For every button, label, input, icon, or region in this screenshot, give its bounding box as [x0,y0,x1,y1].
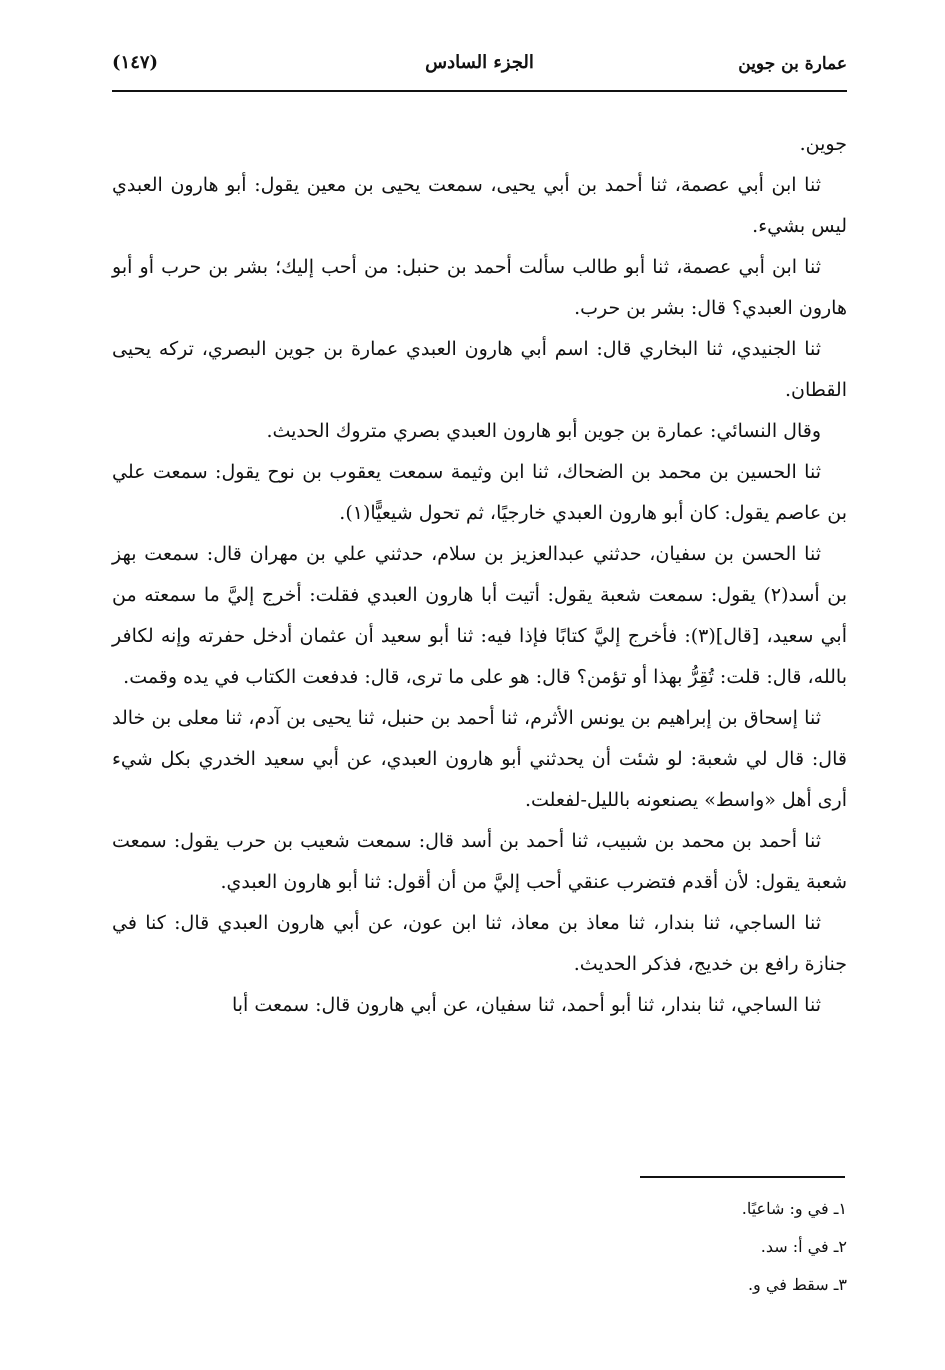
paragraph: ثنا الساجي، ثنا بندار، ثنا معاذ بن معاذ، ثنا ابن عون، عن أبي هارون العبدي قال: كنا في جنازة رافع بن خديج، فذكر الحديث. [112,912,847,975]
volume-label: الجزء السادس [425,52,534,73]
page-number: (١٤٧) [112,52,159,73]
header-rule [112,90,847,92]
paragraph: وقال النسائي: عمارة بن جوين أبو هارون العبدي بصري متروك الحديث. [266,420,821,442]
paragraph: ثنا إسحاق بن إبراهيم بن يونس الأثرم، ثنا أحمد بن حنبل، ثنا يحيى بن آدم، ثنا معلى بن خالد قال: قال لي شعبة: لو شئت أن يحدثني أبو هارون العبدي، عن أبي سعيد الخدري بكل شيء أرى أهل «واسط» يصنعونه بالليل-لفعلت. [112,707,847,811]
page-header [112,46,847,92]
paragraph: جوين. [799,133,847,155]
main-text [112,124,847,1026]
paragraph: ثنا ابن أبي عصمة، ثنا أبو طالب سألت أحمد بن حنبل: من أحب إليك؛ بشر بن حرب أو أبو هارون العبدي؟ قال: بشر بن حرب. [112,256,847,319]
footnotes [112,1190,847,1304]
paragraph: ثنا الحسين بن محمد بن الضحاك، ثنا ابن وثيمة سمعت يعقوب بن نوح يقول: سمعت علي بن عاصم يقول: كان أبو هارون العبدي خارجيًا، ثم تحول شيعيًّا(١). [112,461,847,524]
footnote: ٢ـ في أ: سد. [760,1237,847,1256]
paragraph: ثنا ابن أبي عصمة، ثنا أحمد بن أبي يحيى، سمعت يحيى بن معين يقول: أبو هارون العبدي ليس بشيء. [112,174,847,237]
running-title: عمارة بن جوين [738,54,847,74]
footnote-rule [640,1176,845,1178]
paragraph: ثنا الساجي، ثنا بندار، ثنا أبو أحمد، ثنا سفيان، عن أبي هارون قال: سمعت أبا [231,994,821,1016]
paragraph: ثنا أحمد بن محمد بن شبيب، ثنا أحمد بن أسد قال: سمعت شعيب بن حرب يقول: سمعت شعبة يقول: لأن أقدم فتضرب عنقي أحب إليَّ من أن أقول: ثنا أبو هارون العبدي. [112,830,847,893]
footnote: ١ـ في و: شاعيًا. [741,1199,847,1218]
footnote: ٣ـ سقط في و. [747,1275,847,1294]
paragraph: ثنا الجنيدي، ثنا البخاري قال: اسم أبي هارون العبدي عمارة بن جوين البصري، تركه يحيى القطان. [112,338,847,401]
paragraph: ثنا الحسن بن سفيان، حدثني عبدالعزيز بن سلام، حدثني علي بن مهران قال: سمعت بهز بن أسد(٢) يقول: سمعت شعبة يقول: أتيت أبا هارون العبدي فقلت: أخرج إليَّ ما سمعته من أبي سعيد، [قال](٣): فأخرج إليَّ كتابًا فإذا فيه: ثنا أبو سعيد أن عثمان أدخل حفرته وإنه لكافر بالله، قال: قلت: تُقِرُّ بهذا أو تؤمن؟ قال: هو على ما ترى، قال: فدفعت الكتاب في يده وقمت. [112,543,847,688]
